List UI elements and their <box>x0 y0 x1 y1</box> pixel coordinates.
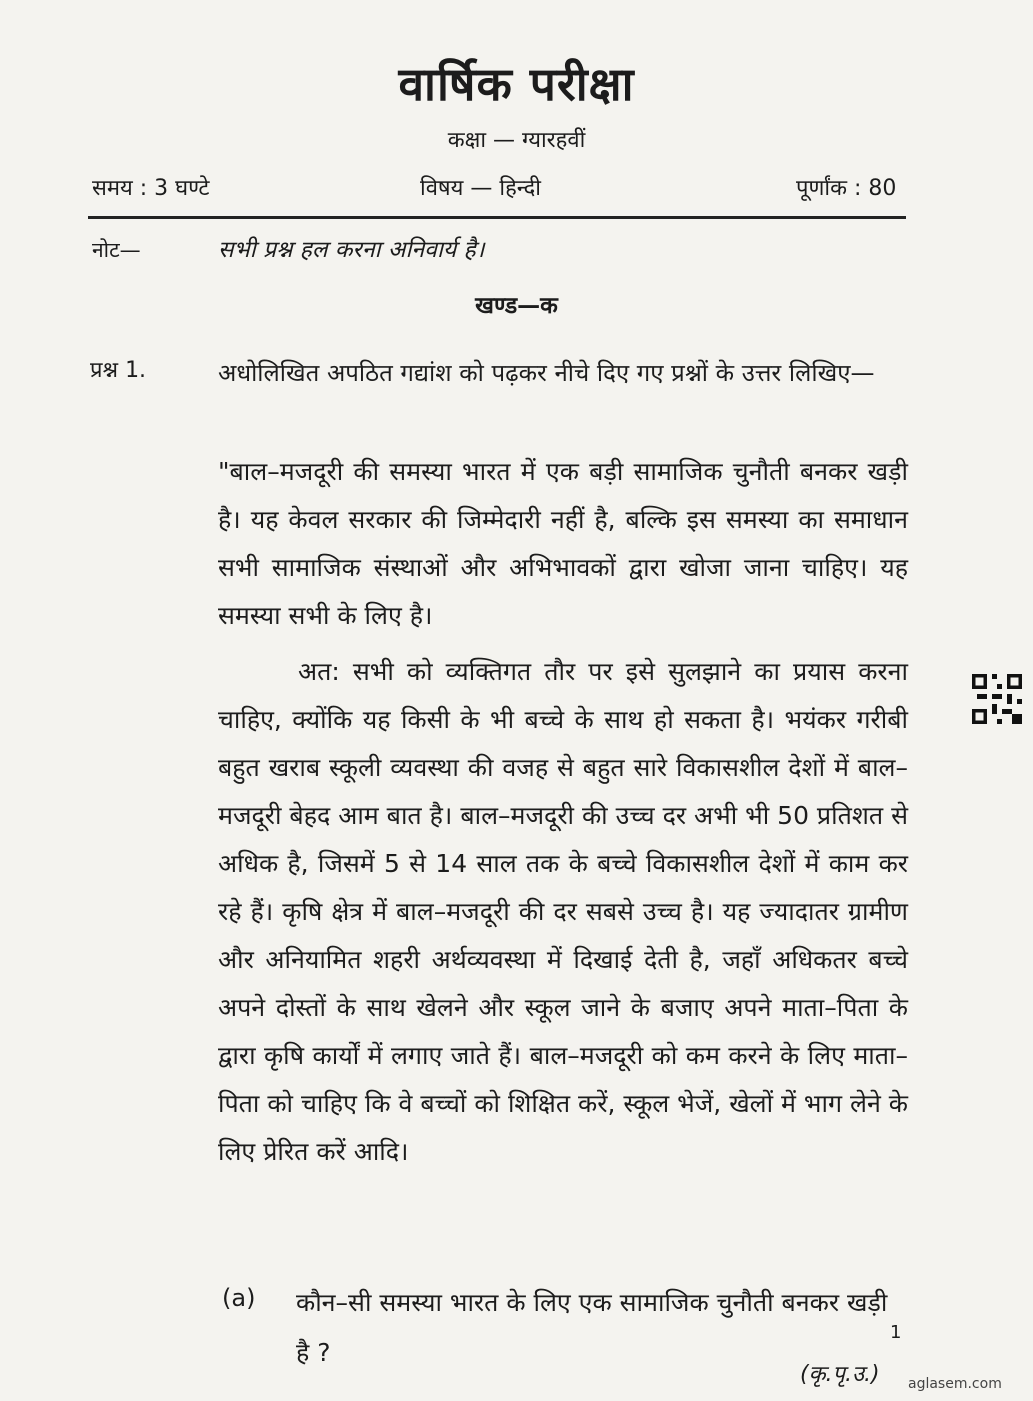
subject-label: विषय — हिन्दी <box>420 176 541 201</box>
passage-paragraph-2: अत: सभी को व्यक्तिगत तौर पर इसे सुलझाने का प्रयास करना चाहिए, क्योंकि यह किसी के भी बच्चे के साथ हो सकता है। भयंकर गरीबी बहुत खराब स्कूली व्यवस्था की वजह से बहुत सारे विकासशील देशों में बाल–मजदूरी बेहद आम बात है। बाल–मजदूरी की उच्च दर अभी भी 50 प्रतिशत से अधिक है, जिसमें 5 से 14 साल तक के बच्चे विकासशील देशों में काम कर रहे हैं। कृषि क्षेत्र में बाल–मजदूरी की दर सबसे उच्च है। यह ज्यादातर ग्रामीण और अनियामित शहरी अर्थव्यवस्था में दिखाई देती है, जहाँ अधिकतर बच्चे अपने दोस्तों के साथ खेलने और स्कूल जाने के बजाए अपने माता–पिता के द्वारा कृषि कार्यों में लगाए जाते हैं। बाल–मजदूरी को कम करने के लिए माता–पिता को चाहिए कि वे बच्चों को शिक्षित करें, स्कूल भेजें, खेलों में भाग लेने के लिए प्रेरित करें आदि। <box>218 657 908 1166</box>
subquestion-text: कौन–सी समस्या भारत के लिए एक सामाजिक चुनौती बनकर खड़ी है ? <box>296 1288 888 1367</box>
watermark: aglasem.com <box>908 1376 1002 1392</box>
question-label: प्रश्न 1. <box>90 358 147 383</box>
note-text: सभी प्रश्न हल करना अनिवार्य है। <box>218 237 485 263</box>
max-marks: पूर्णांक : 80 <box>796 176 897 201</box>
please-turn-over: (कृ.पृ.उ.) <box>800 1362 880 1387</box>
passage-paragraph-1: "बाल–मजदूरी की समस्या भारत में एक बड़ी सामाजिक चुनौती बनकर खड़ी है। यह केवल सरकार की जिम्मेदारी नहीं है, बल्कि इस समस्या का समाधान सभी सामाजिक संस्थाओं और अभिभावकों द्वारा खोजा जाना चाहिए। यह समस्या सभी के लिए है। <box>218 457 908 630</box>
section-title: खण्ड—क <box>475 293 558 319</box>
unseen-passage <box>218 448 908 1176</box>
exam-title: वार्षिक परीक्षा <box>398 57 635 111</box>
time-duration: समय : 3 घण्टे <box>92 176 210 201</box>
class-line: कक्षा — ग्यारहवीं <box>447 128 586 153</box>
question-instruction: अधोलिखित अपठित गद्यांश को पढ़कर नीचे दिए गए प्रश्नों के उत्तर लिखिए— <box>218 359 875 387</box>
subquestion-marks: 1 <box>890 1322 902 1343</box>
header-divider <box>88 216 906 219</box>
subquestion-number: (a) <box>222 1284 256 1312</box>
qr-code-icon <box>972 674 1022 724</box>
note-label: नोट— <box>92 238 141 262</box>
